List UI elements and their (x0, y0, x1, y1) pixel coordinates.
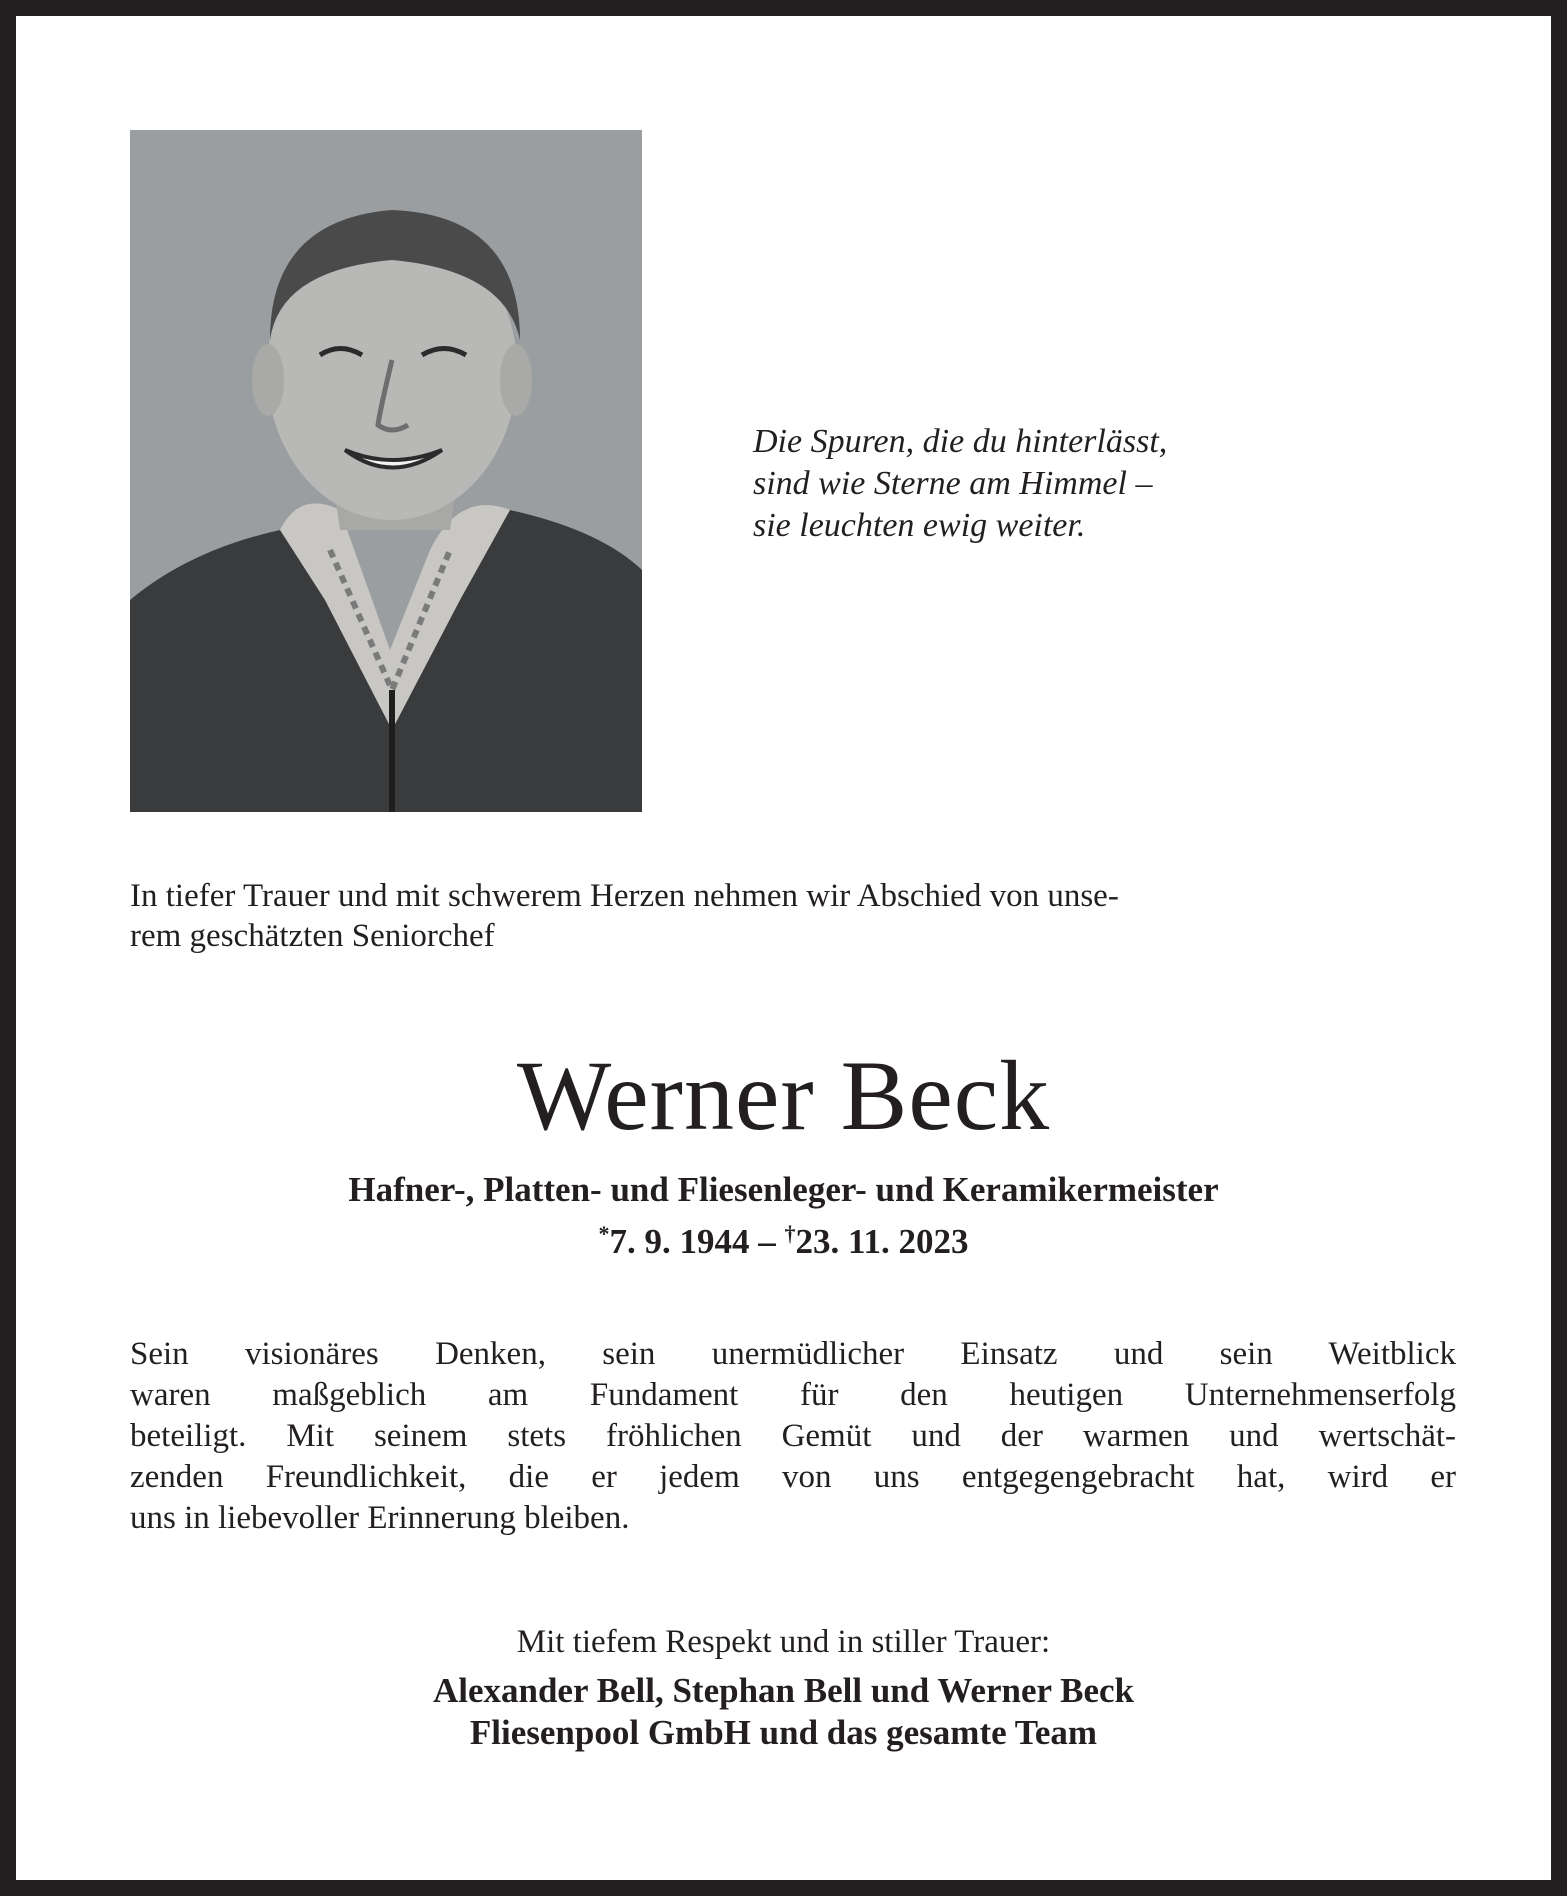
death-cross-icon: † (784, 1221, 796, 1246)
quote-line: sind wie Sterne am Himmel – (753, 465, 1153, 502)
quote-line: Die Spuren, die du hinterlässt, (753, 423, 1168, 460)
tribute-line: Sein visionäres Denken, sein unermüdlicher Einsatz und sein Weitblick (130, 1336, 1456, 1372)
quote-line: sie leuchten ewig weiter. (753, 507, 1086, 544)
tribute-line: waren maßgeblich am Fundament für den heutigen Unternehmenserfolg (130, 1377, 1456, 1413)
date-separator: – (749, 1222, 785, 1261)
birth-date: 7. 9. 1944 (609, 1222, 750, 1261)
tribute-line: beteiligt. Mit seinem stets fröhlichen Gemüt und der warmen und wertschät- (130, 1418, 1456, 1454)
intro-text (130, 876, 1450, 956)
life-dates (16, 1212, 1551, 1264)
memorial-quote (753, 421, 1313, 547)
intro-line: rem geschätzten Seniorchef (130, 918, 495, 954)
portrait-photo-icon (130, 130, 642, 812)
deceased-profession: Hafner-, Platten- und Fliesenleger- und Keramikermeister (348, 1170, 1219, 1209)
tribute-text (130, 1334, 1456, 1539)
signers (16, 1670, 1551, 1754)
birth-star-icon: * (598, 1221, 610, 1246)
intro-line: In tiefer Trauer und mit schwerem Herzen nehmen wir Abschied von unse- (130, 878, 1119, 914)
tribute-line: zenden Freundlichkeit, die er jedem von uns entgegengebracht hat, wird er (130, 1459, 1456, 1495)
tribute-line: uns in liebevoller Erinnerung bleiben. (130, 1500, 630, 1536)
death-date: 23. 11. 2023 (795, 1222, 969, 1261)
closing-phrase: Mit tiefem Respekt und in stiller Trauer: (516, 1624, 1051, 1660)
obituary-card (16, 16, 1551, 1880)
portrait-photo (130, 130, 642, 812)
signer-company: Fliesenpool GmbH und das gesamte Team (469, 1713, 1098, 1752)
signer-names: Alexander Bell, Stephan Bell und Werner Beck (432, 1671, 1135, 1710)
deceased-name: Werner Beck (516, 1040, 1051, 1151)
